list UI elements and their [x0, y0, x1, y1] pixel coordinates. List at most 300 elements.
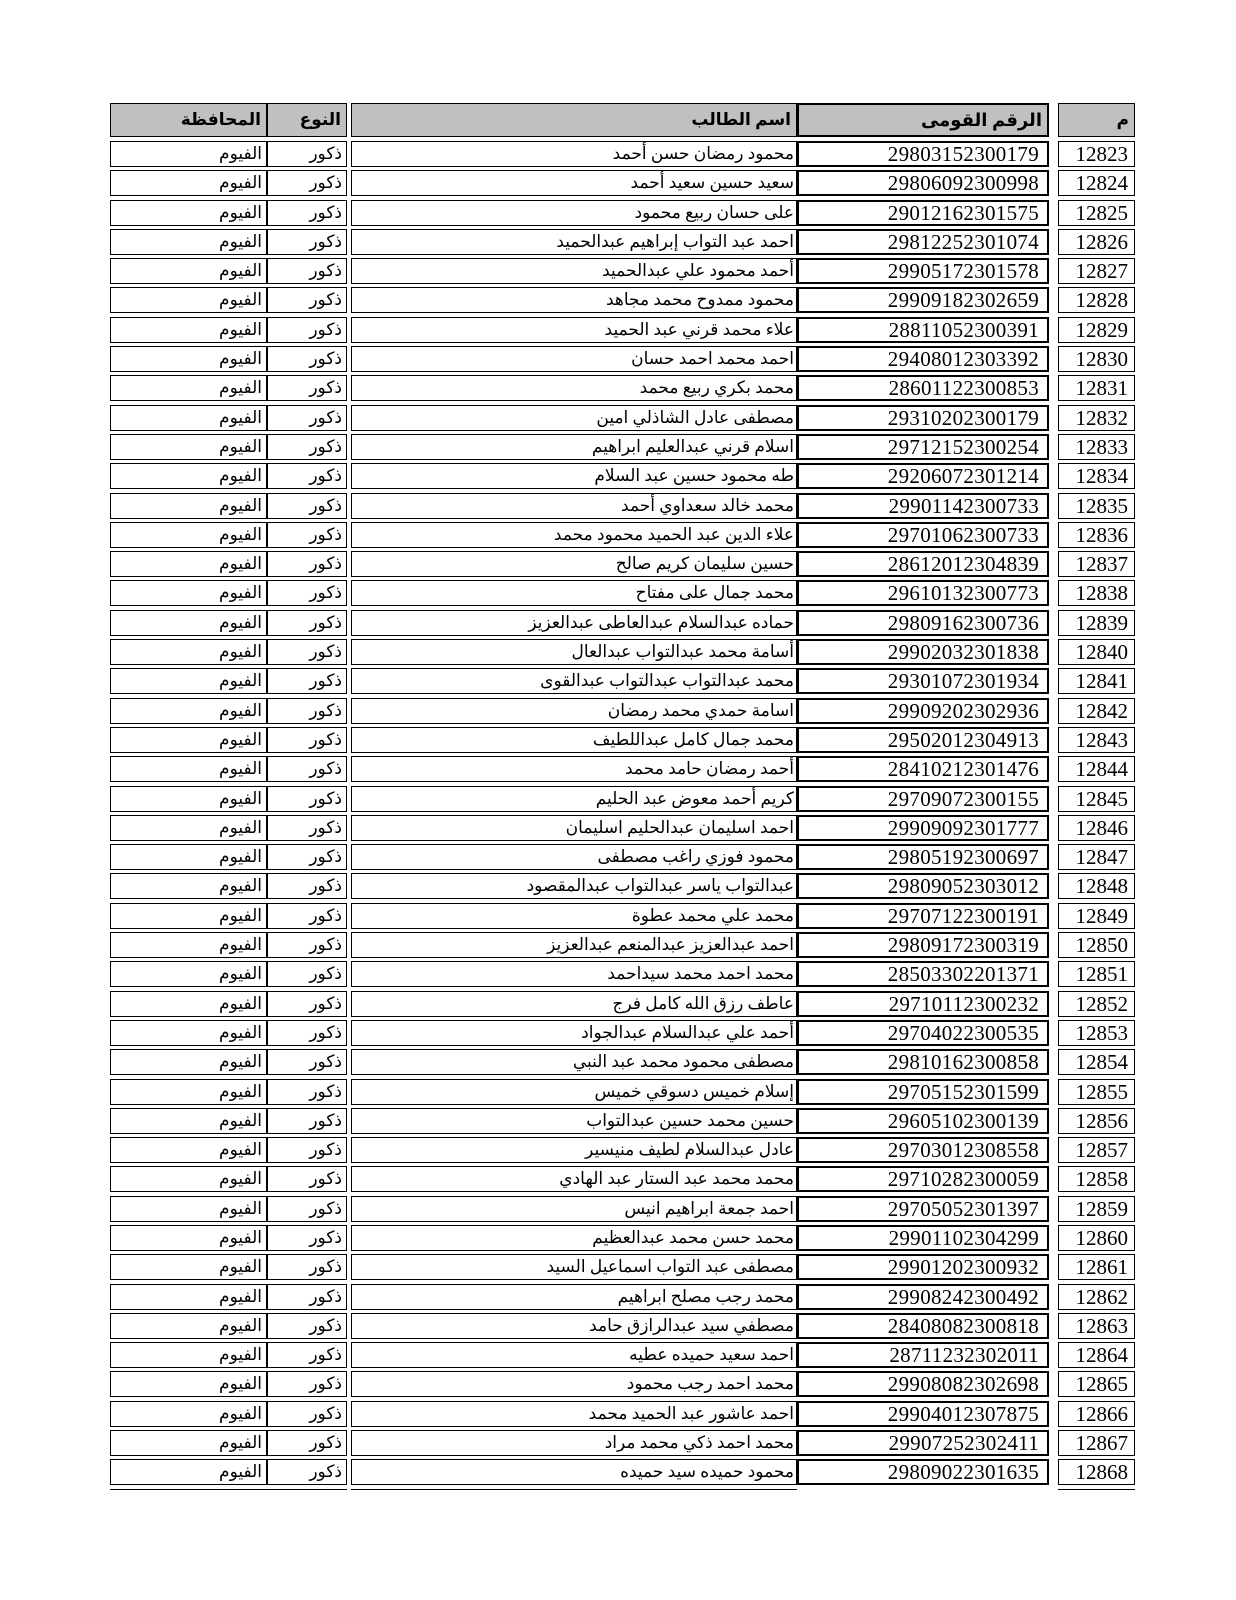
student-name-cell: احمد عبدالعزيز عبدالمنعم عبدالعزيز: [351, 932, 797, 958]
serial-cell: 12867: [1058, 1430, 1135, 1456]
column-gap: [1049, 1225, 1058, 1251]
gender-cell: ذكور: [267, 873, 347, 899]
governorate-cell: الفيوم: [110, 1371, 267, 1397]
governorate-cell: الفيوم: [110, 1459, 267, 1485]
gender-cell: ذكور: [267, 1196, 347, 1222]
student-name-cell: علاء محمد قرني عبد الحميد: [351, 317, 797, 343]
gender-cell: ذكور: [267, 463, 347, 489]
serial-cell: 12824: [1058, 170, 1135, 196]
column-gap: [1049, 1079, 1058, 1105]
serial-cell: 12837: [1058, 551, 1135, 577]
table-row: [110, 141, 1135, 167]
column-gap: [1049, 1020, 1058, 1046]
gender-cell: ذكور: [267, 1342, 347, 1368]
governorate-cell: الفيوم: [110, 463, 267, 489]
gender-cell: ذكور: [267, 1049, 347, 1075]
gender-cell: ذكور: [267, 405, 347, 431]
table-row: [110, 287, 1135, 313]
table-row: [110, 200, 1135, 226]
header-serial: م: [1058, 103, 1135, 137]
header-type: النوع: [267, 103, 347, 137]
national-id-cell: 29605102300139: [797, 1108, 1049, 1134]
serial-cell: 12859: [1058, 1196, 1135, 1222]
partial-cell: [1058, 1489, 1135, 1493]
governorate-cell: الفيوم: [110, 1254, 267, 1280]
column-gap: [1049, 434, 1058, 460]
student-name-cell: حماده عبدالسلام عبدالعاطى عبدالعزيز: [351, 610, 797, 636]
column-gap: [1049, 756, 1058, 782]
national-id-cell: 29904012307875: [797, 1401, 1049, 1427]
student-name-cell: محمد حسن محمد عبدالعظيم: [351, 1225, 797, 1251]
national-id-cell: 29408012303392: [797, 346, 1049, 372]
partial-cell: [267, 1489, 347, 1493]
national-id-cell: 29206072301214: [797, 463, 1049, 489]
table-row: [110, 1020, 1135, 1046]
serial-cell: 12838: [1058, 580, 1135, 606]
partial-cell: [110, 1489, 267, 1493]
governorate-cell: الفيوم: [110, 727, 267, 753]
column-gap: [1049, 991, 1058, 1017]
serial-cell: 12836: [1058, 522, 1135, 548]
governorate-cell: الفيوم: [110, 405, 267, 431]
gender-cell: ذكور: [267, 727, 347, 753]
column-gap: [1049, 200, 1058, 226]
column-gap: [1049, 873, 1058, 899]
serial-cell: 12831: [1058, 375, 1135, 401]
governorate-cell: الفيوم: [110, 668, 267, 694]
serial-cell: 12826: [1058, 229, 1135, 255]
gender-cell: ذكور: [267, 346, 347, 372]
column-gap: [1049, 1489, 1058, 1493]
gender-cell: ذكور: [267, 786, 347, 812]
national-id-cell: 29704022300535: [797, 1020, 1049, 1046]
table-row: [110, 493, 1135, 519]
national-id-cell: 29012162301575: [797, 200, 1049, 226]
gender-cell: ذكور: [267, 1225, 347, 1251]
serial-cell: 12865: [1058, 1371, 1135, 1397]
governorate-cell: الفيوم: [110, 170, 267, 196]
national-id-cell: 29710112300232: [797, 991, 1049, 1017]
gender-cell: ذكور: [267, 493, 347, 519]
student-name-cell: أسامة محمد عبدالتواب عبدالعال: [351, 639, 797, 665]
student-name-cell: محمد رجب مصلح ابراهيم: [351, 1284, 797, 1310]
serial-cell: 12843: [1058, 727, 1135, 753]
serial-cell: 12868: [1058, 1459, 1135, 1485]
column-gap: [1049, 903, 1058, 929]
partial-cell: [351, 1489, 797, 1493]
column-gap: [1049, 1459, 1058, 1485]
student-name-cell: محمد احمد ذكي محمد مراد: [351, 1430, 797, 1456]
serial-cell: 12842: [1058, 698, 1135, 724]
serial-cell: 12862: [1058, 1284, 1135, 1310]
student-name-cell: مصطفى محمود محمد عبد النبي: [351, 1049, 797, 1075]
national-id-cell: 28410212301476: [797, 756, 1049, 782]
national-id-cell: 29810162300858: [797, 1049, 1049, 1075]
student-name-cell: محمد خالد سعداوي أحمد: [351, 493, 797, 519]
serial-cell: 12852: [1058, 991, 1135, 1017]
student-name-cell: اسلام قرني عبدالعليم ابراهيم: [351, 434, 797, 460]
column-gap: [1049, 1401, 1058, 1427]
students-table: [110, 103, 1135, 1493]
table-row: [110, 346, 1135, 372]
governorate-cell: الفيوم: [110, 551, 267, 577]
gender-cell: ذكور: [267, 698, 347, 724]
gender-cell: ذكور: [267, 610, 347, 636]
table-row: [110, 639, 1135, 665]
column-gap: [1049, 405, 1058, 431]
national-id-cell: 28711232302011: [797, 1342, 1049, 1368]
column-gap: [1049, 317, 1058, 343]
gender-cell: ذكور: [267, 551, 347, 577]
serial-cell: 12846: [1058, 815, 1135, 841]
national-id-cell: 29705052301397: [797, 1196, 1049, 1222]
column-gap: [1049, 375, 1058, 401]
national-id-cell: 29902032301838: [797, 639, 1049, 665]
gender-cell: ذكور: [267, 317, 347, 343]
governorate-cell: الفيوم: [110, 610, 267, 636]
serial-cell: 12855: [1058, 1079, 1135, 1105]
student-name-cell: محمود حميده سيد حميده: [351, 1459, 797, 1485]
national-id-cell: 29707122300191: [797, 903, 1049, 929]
table-row: [110, 522, 1135, 548]
student-name-cell: سعيد حسين سعيد أحمد: [351, 170, 797, 196]
column-gap: [1049, 463, 1058, 489]
governorate-cell: الفيوم: [110, 1079, 267, 1105]
column-gap: [1049, 1342, 1058, 1368]
serial-cell: 12828: [1058, 287, 1135, 313]
governorate-cell: الفيوم: [110, 1137, 267, 1163]
governorate-cell: الفيوم: [110, 961, 267, 987]
gender-cell: ذكور: [267, 991, 347, 1017]
serial-cell: 12856: [1058, 1108, 1135, 1134]
gender-cell: ذكور: [267, 170, 347, 196]
gender-cell: ذكور: [267, 580, 347, 606]
table-row: [110, 1137, 1135, 1163]
table-row: [110, 903, 1135, 929]
student-name-cell: إسلام خميس دسوقي خميس: [351, 1079, 797, 1105]
student-name-cell: عاطف رزق الله كامل فرج: [351, 991, 797, 1017]
student-name-cell: مصطفى عبد التواب اسماعيل السيد: [351, 1254, 797, 1280]
governorate-cell: الفيوم: [110, 1225, 267, 1251]
column-gap: [1049, 551, 1058, 577]
serial-cell: 12823: [1058, 141, 1135, 167]
table-row: [110, 463, 1135, 489]
governorate-cell: الفيوم: [110, 287, 267, 313]
national-id-cell: 29803152300179: [797, 141, 1049, 167]
column-gap: [1049, 229, 1058, 255]
column-gap: [1049, 961, 1058, 987]
gender-cell: ذكور: [267, 1108, 347, 1134]
national-id-cell: 29901142300733: [797, 493, 1049, 519]
serial-cell: 12847: [1058, 844, 1135, 870]
governorate-cell: الفيوم: [110, 932, 267, 958]
gender-cell: ذكور: [267, 229, 347, 255]
national-id-cell: 29701062300733: [797, 522, 1049, 548]
gender-cell: ذكور: [267, 287, 347, 313]
table-row: [110, 405, 1135, 431]
serial-cell: 12845: [1058, 786, 1135, 812]
table-row: [110, 991, 1135, 1017]
governorate-cell: الفيوم: [110, 1020, 267, 1046]
serial-cell: 12835: [1058, 493, 1135, 519]
table-rows: [110, 141, 1135, 1485]
governorate-cell: الفيوم: [110, 698, 267, 724]
table-row: [110, 1430, 1135, 1456]
table-row: [110, 375, 1135, 401]
table-row: [110, 844, 1135, 870]
national-id-cell: 28811052300391: [797, 317, 1049, 343]
student-name-cell: محمد احمد رجب محمود: [351, 1371, 797, 1397]
column-gap: [1049, 141, 1058, 167]
national-id-cell: 29909202302936: [797, 698, 1049, 724]
column-gap: [1049, 1254, 1058, 1280]
governorate-cell: الفيوم: [110, 229, 267, 255]
table-row: [110, 258, 1135, 284]
serial-cell: 12850: [1058, 932, 1135, 958]
table-row: [110, 756, 1135, 782]
gender-cell: ذكور: [267, 844, 347, 870]
student-name-cell: محمود رمضان حسن أحمد: [351, 141, 797, 167]
gender-cell: ذكور: [267, 1284, 347, 1310]
gender-cell: ذكور: [267, 815, 347, 841]
serial-cell: 12844: [1058, 756, 1135, 782]
governorate-cell: الفيوم: [110, 1313, 267, 1339]
column-gap: [1049, 727, 1058, 753]
table-row: [110, 610, 1135, 636]
table-row: [110, 1049, 1135, 1075]
governorate-cell: الفيوم: [110, 815, 267, 841]
serial-cell: 12848: [1058, 873, 1135, 899]
table-row: [110, 1313, 1135, 1339]
student-name-cell: عبدالتواب ياسر عبدالتواب عبدالمقصود: [351, 873, 797, 899]
table-row: [110, 1342, 1135, 1368]
table-row: [110, 786, 1135, 812]
table-row: [110, 727, 1135, 753]
student-name-cell: محمد احمد محمد سيداحمد: [351, 961, 797, 987]
student-name-cell: احمد عبد التواب إبراهيم عبدالحميد: [351, 229, 797, 255]
governorate-cell: الفيوم: [110, 1196, 267, 1222]
table-header-row: [110, 103, 1135, 137]
student-name-cell: محمود فوزي راغب مصطفى: [351, 844, 797, 870]
student-name-cell: أحمد علي عبدالسلام عبدالجواد: [351, 1020, 797, 1046]
national-id-cell: 29502012304913: [797, 727, 1049, 753]
student-name-cell: حسين سليمان كريم صالح: [351, 551, 797, 577]
table-row: [110, 1284, 1135, 1310]
governorate-cell: الفيوم: [110, 1342, 267, 1368]
governorate-cell: الفيوم: [110, 580, 267, 606]
gender-cell: ذكور: [267, 961, 347, 987]
gender-cell: ذكور: [267, 258, 347, 284]
governorate-cell: الفيوم: [110, 639, 267, 665]
student-name-cell: محمود ممدوح محمد مجاهد: [351, 287, 797, 313]
gender-cell: ذكور: [267, 1137, 347, 1163]
governorate-cell: الفيوم: [110, 317, 267, 343]
national-id-cell: 29806092300998: [797, 170, 1049, 196]
gender-cell: ذكور: [267, 141, 347, 167]
serial-cell: 12854: [1058, 1049, 1135, 1075]
gender-cell: ذكور: [267, 1020, 347, 1046]
column-gap: [1049, 639, 1058, 665]
table-row: [110, 1108, 1135, 1134]
gender-cell: ذكور: [267, 903, 347, 929]
national-id-cell: 29805192300697: [797, 844, 1049, 870]
national-id-cell: 29310202300179: [797, 405, 1049, 431]
student-name-cell: مصطفي سيد عبدالرازق حامد: [351, 1313, 797, 1339]
student-name-cell: احمد عاشور عبد الحميد محمد: [351, 1401, 797, 1427]
column-gap: [1049, 258, 1058, 284]
gender-cell: ذكور: [267, 639, 347, 665]
national-id-cell: 28601122300853: [797, 375, 1049, 401]
serial-cell: 12833: [1058, 434, 1135, 460]
governorate-cell: الفيوم: [110, 375, 267, 401]
student-name-cell: محمد جمال كامل عبداللطيف: [351, 727, 797, 753]
table-row: [110, 229, 1135, 255]
national-id-cell: 29703012308558: [797, 1137, 1049, 1163]
column-gap: [1049, 815, 1058, 841]
column-gap: [1049, 1371, 1058, 1397]
column-gap: [1049, 786, 1058, 812]
national-id-cell: 29812252301074: [797, 229, 1049, 255]
governorate-cell: الفيوم: [110, 434, 267, 460]
table-row: [110, 1079, 1135, 1105]
governorate-cell: الفيوم: [110, 1108, 267, 1134]
national-id-cell: 29901102304299: [797, 1225, 1049, 1251]
student-name-cell: أحمد محمود علي عبدالحميد: [351, 258, 797, 284]
national-id-cell: 29909182302659: [797, 287, 1049, 313]
gender-cell: ذكور: [267, 1079, 347, 1105]
column-gap: [1049, 610, 1058, 636]
student-name-cell: مصطفى عادل الشاذلي امين: [351, 405, 797, 431]
table-row: [110, 1401, 1135, 1427]
partial-next-row: [110, 1489, 1135, 1493]
serial-cell: 12840: [1058, 639, 1135, 665]
serial-cell: 12858: [1058, 1166, 1135, 1192]
column-gap: [1049, 580, 1058, 606]
serial-cell: 12827: [1058, 258, 1135, 284]
national-id-cell: 29909092301777: [797, 815, 1049, 841]
student-name-cell: محمد علي محمد عطوة: [351, 903, 797, 929]
national-id-cell: 29809172300319: [797, 932, 1049, 958]
column-gap: [1049, 1196, 1058, 1222]
table-row: [110, 932, 1135, 958]
header-national-id: الرقم القومى: [797, 103, 1049, 137]
serial-cell: 12841: [1058, 668, 1135, 694]
gender-cell: ذكور: [267, 668, 347, 694]
governorate-cell: الفيوم: [110, 1049, 267, 1075]
header-governorate: المحافظة: [110, 103, 267, 137]
table-row: [110, 1371, 1135, 1397]
column-gap: [1049, 346, 1058, 372]
governorate-cell: الفيوم: [110, 141, 267, 167]
student-name-cell: محمد جمال على مفتاح: [351, 580, 797, 606]
table-row: [110, 1254, 1135, 1280]
table-row: [110, 668, 1135, 694]
column-gap: [1049, 1430, 1058, 1456]
governorate-cell: الفيوم: [110, 200, 267, 226]
column-gap: [1049, 1284, 1058, 1310]
table-row: [110, 170, 1135, 196]
student-name-cell: محمد عبدالتواب عبدالتواب عبدالقوى: [351, 668, 797, 694]
gender-cell: ذكور: [267, 756, 347, 782]
governorate-cell: الفيوم: [110, 258, 267, 284]
table-row: [110, 317, 1135, 343]
governorate-cell: الفيوم: [110, 844, 267, 870]
column-gap: [1049, 1137, 1058, 1163]
column-gap: [1049, 1166, 1058, 1192]
serial-cell: 12830: [1058, 346, 1135, 372]
serial-cell: 12839: [1058, 610, 1135, 636]
student-name-cell: محمد بكري ربيع محمد: [351, 375, 797, 401]
gender-cell: ذكور: [267, 1166, 347, 1192]
serial-cell: 12832: [1058, 405, 1135, 431]
column-gap: [1049, 1313, 1058, 1339]
student-name-cell: علاء الدين عبد الحميد محمود محمد: [351, 522, 797, 548]
student-name-cell: احمد اسليمان عبدالحليم اسليمان: [351, 815, 797, 841]
national-id-cell: 29712152300254: [797, 434, 1049, 460]
column-gap: [1049, 287, 1058, 313]
governorate-cell: الفيوم: [110, 346, 267, 372]
gender-cell: ذكور: [267, 1430, 347, 1456]
national-id-cell: 28408082300818: [797, 1313, 1049, 1339]
governorate-cell: الفيوم: [110, 493, 267, 519]
gender-cell: ذكور: [267, 1254, 347, 1280]
national-id-cell: 29610132300773: [797, 580, 1049, 606]
table-row: [110, 815, 1135, 841]
column-gap: [1049, 493, 1058, 519]
governorate-cell: الفيوم: [110, 1401, 267, 1427]
governorate-cell: الفيوم: [110, 873, 267, 899]
serial-cell: 12857: [1058, 1137, 1135, 1163]
student-name-cell: احمد جمعة ابراهيم انيس: [351, 1196, 797, 1222]
serial-cell: 12860: [1058, 1225, 1135, 1251]
student-name-cell: كريم أحمد معوض عبد الحليم: [351, 786, 797, 812]
column-gap: [1049, 170, 1058, 196]
national-id-cell: 29901202300932: [797, 1254, 1049, 1280]
table-row: [110, 434, 1135, 460]
column-gap: [1049, 103, 1058, 137]
gender-cell: ذكور: [267, 1459, 347, 1485]
governorate-cell: الفيوم: [110, 991, 267, 1017]
student-name-cell: على حسان ربيع محمود: [351, 200, 797, 226]
serial-cell: 12863: [1058, 1313, 1135, 1339]
table-row: [110, 1196, 1135, 1222]
student-name-cell: محمد محمد عبد الستار عبد الهادي: [351, 1166, 797, 1192]
gender-cell: ذكور: [267, 1371, 347, 1397]
national-id-cell: 29301072301934: [797, 668, 1049, 694]
serial-cell: 12825: [1058, 200, 1135, 226]
gender-cell: ذكور: [267, 375, 347, 401]
student-name-cell: طه محمود حسين عبد السلام: [351, 463, 797, 489]
student-name-cell: احمد سعيد حميده عطيه: [351, 1342, 797, 1368]
table-row: [110, 698, 1135, 724]
governorate-cell: الفيوم: [110, 903, 267, 929]
student-name-cell: أحمد رمضان حامد محمد: [351, 756, 797, 782]
serial-cell: 12864: [1058, 1342, 1135, 1368]
governorate-cell: الفيوم: [110, 786, 267, 812]
column-gap: [1049, 844, 1058, 870]
national-id-cell: 29905172301578: [797, 258, 1049, 284]
column-gap: [1049, 932, 1058, 958]
table-row: [110, 873, 1135, 899]
national-id-cell: 29907252302411: [797, 1430, 1049, 1456]
table-row: [110, 961, 1135, 987]
column-gap: [1049, 698, 1058, 724]
column-gap: [1049, 668, 1058, 694]
table-row: [110, 551, 1135, 577]
header-student-name: اسم الطالب: [351, 103, 797, 137]
governorate-cell: الفيوم: [110, 522, 267, 548]
table-row: [110, 580, 1135, 606]
